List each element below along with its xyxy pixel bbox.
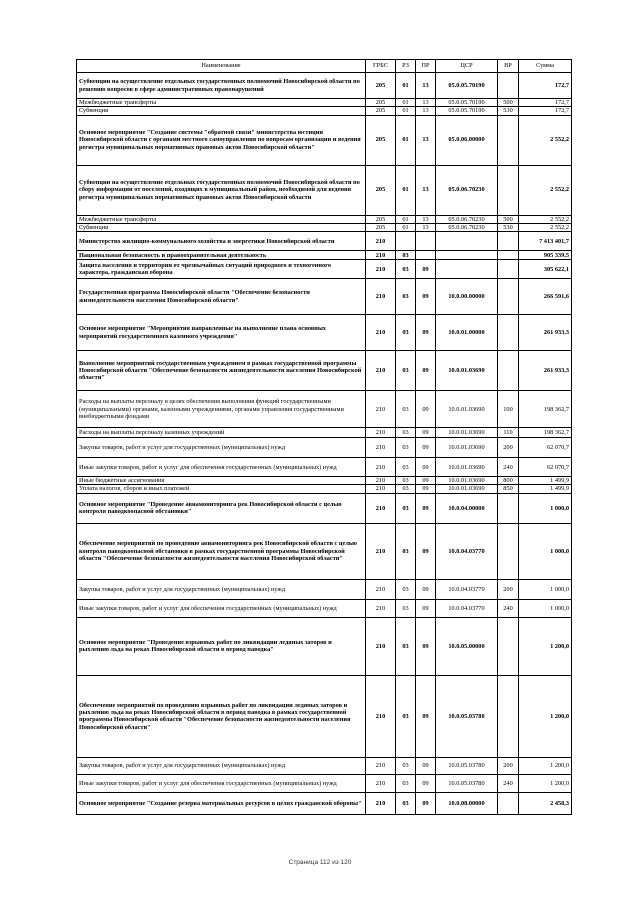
cell-vr: 850: [498, 485, 519, 493]
cell-pr: 09: [416, 523, 436, 579]
cell-vr: [498, 115, 519, 165]
cell-csr: 10.0.01.03690: [436, 477, 498, 485]
cell-grbs: 205: [366, 215, 396, 223]
cell-name: Обеспечение мероприятий по проведению взрывных работ по ликвидации ледяных заторов и рыхлению льда на реках Новосибирской области в период паводка в рамках государственной программы Новосибирской области "Обеспечение безопасности жизнедеятельности населения Новосибирской области": [77, 675, 366, 757]
cell-csr: 10.0.01.03690: [436, 458, 498, 477]
cell-vr: [498, 315, 519, 351]
cell-rz: 03: [396, 477, 416, 485]
cell-pr: 09: [416, 428, 436, 438]
cell-vr: 500: [498, 215, 519, 223]
cell-sum: 1 000,0: [519, 579, 572, 599]
cell-grbs: 205: [366, 73, 396, 99]
table-row: [77, 115, 572, 165]
cell-csr: 10.0.04.03770: [436, 523, 498, 579]
table-row: [77, 523, 572, 579]
cell-name: Межбюджетные трансферты: [77, 215, 366, 223]
cell-grbs: 205: [366, 115, 396, 165]
table-row: [77, 493, 572, 523]
table-row: [77, 477, 572, 485]
table-row: [77, 428, 572, 438]
cell-rz: 01: [396, 223, 416, 231]
cell-rz: [396, 232, 416, 251]
cell-sum: 905 339,5: [519, 251, 572, 260]
table-row: [77, 792, 572, 814]
cell-csr: 10.0.04.00000: [436, 493, 498, 523]
table-row: [77, 232, 572, 251]
cell-vr: 200: [498, 757, 519, 774]
cell-pr: 13: [416, 215, 436, 223]
table-row: [77, 485, 572, 493]
cell-grbs: 210: [366, 675, 396, 757]
table-row: [77, 757, 572, 774]
cell-name: Уплата налогов, сборов и иных платежей: [77, 485, 366, 493]
cell-rz: 03: [396, 428, 416, 438]
page-number: Страница 112 из 120: [288, 859, 352, 866]
cell-sum: 1 000,0: [519, 493, 572, 523]
table-row: [77, 617, 572, 675]
cell-rz: 03: [396, 485, 416, 493]
cell-vr: [498, 251, 519, 260]
cell-csr: 10.0.04.03770: [436, 599, 498, 617]
table-row: [77, 774, 572, 792]
cell-name: Расходы на выплаты персоналу в целях обеспечения выполнения функций государственными (муниципальными) органами, казенными учреждениями, органами управления государственными внебюджетными фондами: [77, 391, 366, 428]
table-row: [77, 73, 572, 99]
cell-rz: 03: [396, 617, 416, 675]
cell-sum: 172,7: [519, 99, 572, 107]
header-rz: РЗ: [396, 60, 416, 73]
cell-csr: 10.0.04.03770: [436, 579, 498, 599]
cell-pr: 09: [416, 774, 436, 792]
cell-pr: 09: [416, 391, 436, 428]
cell-rz: 01: [396, 215, 416, 223]
cell-vr: 240: [498, 599, 519, 617]
cell-pr: 09: [416, 579, 436, 599]
cell-grbs: 210: [366, 351, 396, 391]
cell-pr: 13: [416, 115, 436, 165]
cell-grbs: 210: [366, 391, 396, 428]
cell-vr: 240: [498, 774, 519, 792]
cell-grbs: 210: [366, 428, 396, 438]
cell-pr: 09: [416, 599, 436, 617]
cell-sum: 1 200,0: [519, 675, 572, 757]
cell-pr: 09: [416, 279, 436, 315]
cell-sum: 62 070,7: [519, 438, 572, 458]
cell-name: Расходы на выплаты персоналу казенных учреждений: [77, 428, 366, 438]
cell-vr: [498, 260, 519, 279]
cell-csr: 10.0.00.00000: [436, 279, 498, 315]
cell-sum: 261 933,3: [519, 351, 572, 391]
cell-vr: [498, 279, 519, 315]
cell-rz: 03: [396, 493, 416, 523]
cell-sum: 2 552,2: [519, 223, 572, 231]
cell-name: Субвенции: [77, 223, 366, 231]
cell-name: Иные закупки товаров, работ и услуг для обеспечения государственных (муниципальных) нужд: [77, 774, 366, 792]
cell-pr: 13: [416, 73, 436, 99]
cell-sum: 1 000,0: [519, 523, 572, 579]
cell-pr: 09: [416, 351, 436, 391]
cell-rz: 01: [396, 99, 416, 107]
cell-rz: 01: [396, 115, 416, 165]
cell-name: Основное мероприятие "Создание резерва материальных ресурсов в целях гражданской обороны": [77, 792, 366, 814]
cell-csr: 10.0.01.03690: [436, 438, 498, 458]
table-row: [77, 251, 572, 260]
cell-grbs: 210: [366, 523, 396, 579]
cell-grbs: 205: [366, 165, 396, 215]
cell-grbs: 210: [366, 279, 396, 315]
cell-csr: 05.0.05.70190: [436, 107, 498, 115]
cell-grbs: 210: [366, 774, 396, 792]
header-name: Наименование: [77, 60, 366, 73]
cell-rz: 03: [396, 391, 416, 428]
cell-vr: [498, 792, 519, 814]
cell-pr: 09: [416, 438, 436, 458]
cell-name: Субвенции на осуществление отдельных государственных полномочий Новосибирской области по сбору информации от поселений, входящих в муниципальный район, необходимой для ведения регистра муниципальных нормативных правовых актов Новосибирской области: [77, 165, 366, 215]
cell-csr: 10.0.05.00000: [436, 617, 498, 675]
cell-name: Иные закупки товаров, работ и услуг для обеспечения государственных (муниципальных) нужд: [77, 599, 366, 617]
cell-sum: 62 070,7: [519, 458, 572, 477]
cell-name: Обеспечение мероприятий по проведению авиамониторинга рек Новосибирской области с целью контроля паводкоопасной обстановки в рамках государственной программы Новосибирской области "Обеспечение безопасности жизнедеятельности населения Новосибирской области": [77, 523, 366, 579]
cell-csr: 10.0.01.03690: [436, 485, 498, 493]
header-grbs: ГРБС: [366, 60, 396, 73]
cell-sum: 1 200,0: [519, 774, 572, 792]
cell-csr: 05.0.06.70230: [436, 215, 498, 223]
cell-rz: 03: [396, 279, 416, 315]
cell-rz: 03: [396, 260, 416, 279]
cell-rz: 03: [396, 315, 416, 351]
cell-rz: 03: [396, 792, 416, 814]
cell-rz: 03: [396, 351, 416, 391]
cell-vr: [498, 617, 519, 675]
cell-pr: 13: [416, 99, 436, 107]
cell-pr: 09: [416, 757, 436, 774]
cell-sum: 1 499,9: [519, 477, 572, 485]
cell-rz: 03: [396, 599, 416, 617]
table-body: [77, 73, 572, 815]
cell-name: Национальная безопасность и правоохранительная деятельность: [77, 251, 366, 260]
cell-pr: [416, 251, 436, 260]
cell-grbs: 210: [366, 477, 396, 485]
cell-pr: 09: [416, 493, 436, 523]
header-vr: ВР: [498, 60, 519, 73]
cell-grbs: 205: [366, 99, 396, 107]
cell-grbs: 210: [366, 617, 396, 675]
cell-sum: 266 591,6: [519, 279, 572, 315]
table-row: [77, 458, 572, 477]
cell-csr: 10.0.05.03780: [436, 675, 498, 757]
table-row: [77, 107, 572, 115]
cell-grbs: 210: [366, 579, 396, 599]
table-row: [77, 279, 572, 315]
cell-name: Выполнение мероприятий государственным учреждением в рамках государственной программы Новосибирской области "Обеспечение безопасности жизнедеятельности населения Новосибирской области": [77, 351, 366, 391]
cell-rz: 01: [396, 73, 416, 99]
cell-name: Основное мероприятие "Проведение взрывных работ по ликвидации ледяных заторов и рыхлению льда на реках Новосибирской области в период паводка": [77, 617, 366, 675]
budget-table-page: [76, 59, 571, 815]
cell-sum: 1 000,0: [519, 599, 572, 617]
cell-vr: [498, 351, 519, 391]
cell-grbs: 210: [366, 251, 396, 260]
cell-rz: 03: [396, 774, 416, 792]
table-row: [77, 260, 572, 279]
cell-name: Иные бюджетные ассигнования: [77, 477, 366, 485]
cell-sum: 261 933,3: [519, 315, 572, 351]
cell-grbs: 210: [366, 438, 396, 458]
header-pr: ПР: [416, 60, 436, 73]
cell-vr: [498, 493, 519, 523]
cell-vr: 200: [498, 438, 519, 458]
cell-rz: 01: [396, 107, 416, 115]
cell-name: Субвенции на осуществление отдельных государственных полномочий Новосибирской области по решению вопросов в сфере административных правонарушений: [77, 73, 366, 99]
header-csr: ЦСР: [436, 60, 498, 73]
cell-vr: 800: [498, 477, 519, 485]
cell-csr: 05.0.06.70230: [436, 165, 498, 215]
cell-vr: 530: [498, 223, 519, 231]
table-row: [77, 99, 572, 107]
cell-pr: 09: [416, 458, 436, 477]
table-row: [77, 315, 572, 351]
cell-vr: 110: [498, 428, 519, 438]
cell-pr: 13: [416, 107, 436, 115]
cell-rz: 03: [396, 458, 416, 477]
cell-sum: 172,7: [519, 107, 572, 115]
table-row: [77, 675, 572, 757]
cell-csr: 10.0.05.03780: [436, 774, 498, 792]
cell-sum: 2 552,2: [519, 165, 572, 215]
cell-grbs: 210: [366, 757, 396, 774]
cell-name: Закупка товаров, работ и услуг для государственных (муниципальных) нужд: [77, 757, 366, 774]
cell-csr: 10.0.01.00000: [436, 315, 498, 351]
cell-csr: 10.0.01.03690: [436, 391, 498, 428]
cell-pr: 09: [416, 792, 436, 814]
table-row: [77, 438, 572, 458]
cell-name: Основное мероприятие "Проведение авиамониторинга рек Новосибирской области с целью контроля паводкоопасной обстановки": [77, 493, 366, 523]
cell-name: Закупка товаров, работ и услуг для государственных (муниципальных) нужд: [77, 438, 366, 458]
cell-sum: 7 413 401,7: [519, 232, 572, 251]
cell-csr: 05.0.06.00000: [436, 115, 498, 165]
table-row: [77, 223, 572, 231]
cell-sum: 305 622,1: [519, 260, 572, 279]
cell-name: Межбюджетные трансферты: [77, 99, 366, 107]
cell-rz: 03: [396, 523, 416, 579]
table-header-row: [77, 60, 572, 73]
cell-rz: 01: [396, 165, 416, 215]
cell-name: Министерство жилищно-коммунального хозяйства и энергетики Новосибирской области: [77, 232, 366, 251]
budget-table: [76, 59, 572, 815]
cell-csr: 10.0.05.03780: [436, 757, 498, 774]
cell-name: Закупка товаров, работ и услуг для государственных (муниципальных) нужд: [77, 579, 366, 599]
cell-pr: 09: [416, 617, 436, 675]
cell-grbs: 210: [366, 493, 396, 523]
cell-vr: 500: [498, 99, 519, 107]
cell-name: Основное мероприятие "Создание системы "обратной связи" министерства юстиции Новосибирской области с органами местного самоуправления по вопросам организации и ведения регистра муниципальных нормативных правовых актов Новосибирской области": [77, 115, 366, 165]
cell-vr: 240: [498, 458, 519, 477]
cell-vr: 530: [498, 107, 519, 115]
cell-sum: 1 200,0: [519, 617, 572, 675]
cell-grbs: 210: [366, 458, 396, 477]
cell-rz: 03: [396, 757, 416, 774]
table-row: [77, 215, 572, 223]
cell-vr: [498, 232, 519, 251]
cell-sum: 1 499,9: [519, 485, 572, 493]
cell-pr: 09: [416, 315, 436, 351]
cell-pr: [416, 232, 436, 251]
cell-sum: 2 458,3: [519, 792, 572, 814]
cell-grbs: 210: [366, 260, 396, 279]
cell-name: Иные закупки товаров, работ и услуг для обеспечения государственных (муниципальных) нужд: [77, 458, 366, 477]
cell-pr: 09: [416, 260, 436, 279]
cell-pr: 09: [416, 485, 436, 493]
cell-rz: 03: [396, 438, 416, 458]
cell-pr: 09: [416, 675, 436, 757]
cell-grbs: 210: [366, 599, 396, 617]
cell-grbs: 210: [366, 485, 396, 493]
table-row: [77, 351, 572, 391]
cell-vr: [498, 675, 519, 757]
cell-rz: 03: [396, 579, 416, 599]
cell-name: Защита населения и территории от чрезвычайных ситуаций природного и техногенного характера, гражданская оборона: [77, 260, 366, 279]
cell-name: Субвенции: [77, 107, 366, 115]
cell-sum: 1 200,0: [519, 757, 572, 774]
table-row: [77, 165, 572, 215]
cell-vr: [498, 523, 519, 579]
cell-sum: 172,7: [519, 73, 572, 99]
cell-grbs: 205: [366, 107, 396, 115]
cell-sum: 2 552,2: [519, 215, 572, 223]
cell-vr: 100: [498, 391, 519, 428]
cell-csr: 05.0.06.70230: [436, 223, 498, 231]
cell-vr: [498, 73, 519, 99]
cell-sum: 198 362,7: [519, 391, 572, 428]
cell-grbs: 210: [366, 792, 396, 814]
cell-rz: 03: [396, 251, 416, 260]
cell-csr: [436, 251, 498, 260]
header-sum: Сумма: [519, 60, 572, 73]
cell-grbs: 205: [366, 223, 396, 231]
table-row: [77, 579, 572, 599]
cell-csr: 10.0.01.03690: [436, 428, 498, 438]
cell-sum: 2 552,2: [519, 115, 572, 165]
cell-pr: 13: [416, 223, 436, 231]
table-row: [77, 599, 572, 617]
cell-csr: [436, 260, 498, 279]
table-row: [77, 391, 572, 428]
cell-grbs: 210: [366, 232, 396, 251]
cell-csr: 10.0.01.03690: [436, 351, 498, 391]
cell-csr: 05.0.05.70190: [436, 73, 498, 99]
cell-pr: 09: [416, 477, 436, 485]
cell-rz: 03: [396, 675, 416, 757]
cell-name: Государственная программа Новосибирской области "Обеспечение безопасности жизнедеятельности населения Новосибирской области": [77, 279, 366, 315]
cell-name: Основное мероприятие "Мероприятия направленные на выполнение плана основных мероприятий государственного казенного учреждения": [77, 315, 366, 351]
cell-csr: [436, 232, 498, 251]
cell-csr: 10.0.08.00000: [436, 792, 498, 814]
cell-vr: [498, 165, 519, 215]
cell-grbs: 210: [366, 315, 396, 351]
cell-pr: 13: [416, 165, 436, 215]
cell-sum: 198 362,7: [519, 428, 572, 438]
cell-csr: 05.0.05.70190: [436, 99, 498, 107]
cell-vr: 200: [498, 579, 519, 599]
